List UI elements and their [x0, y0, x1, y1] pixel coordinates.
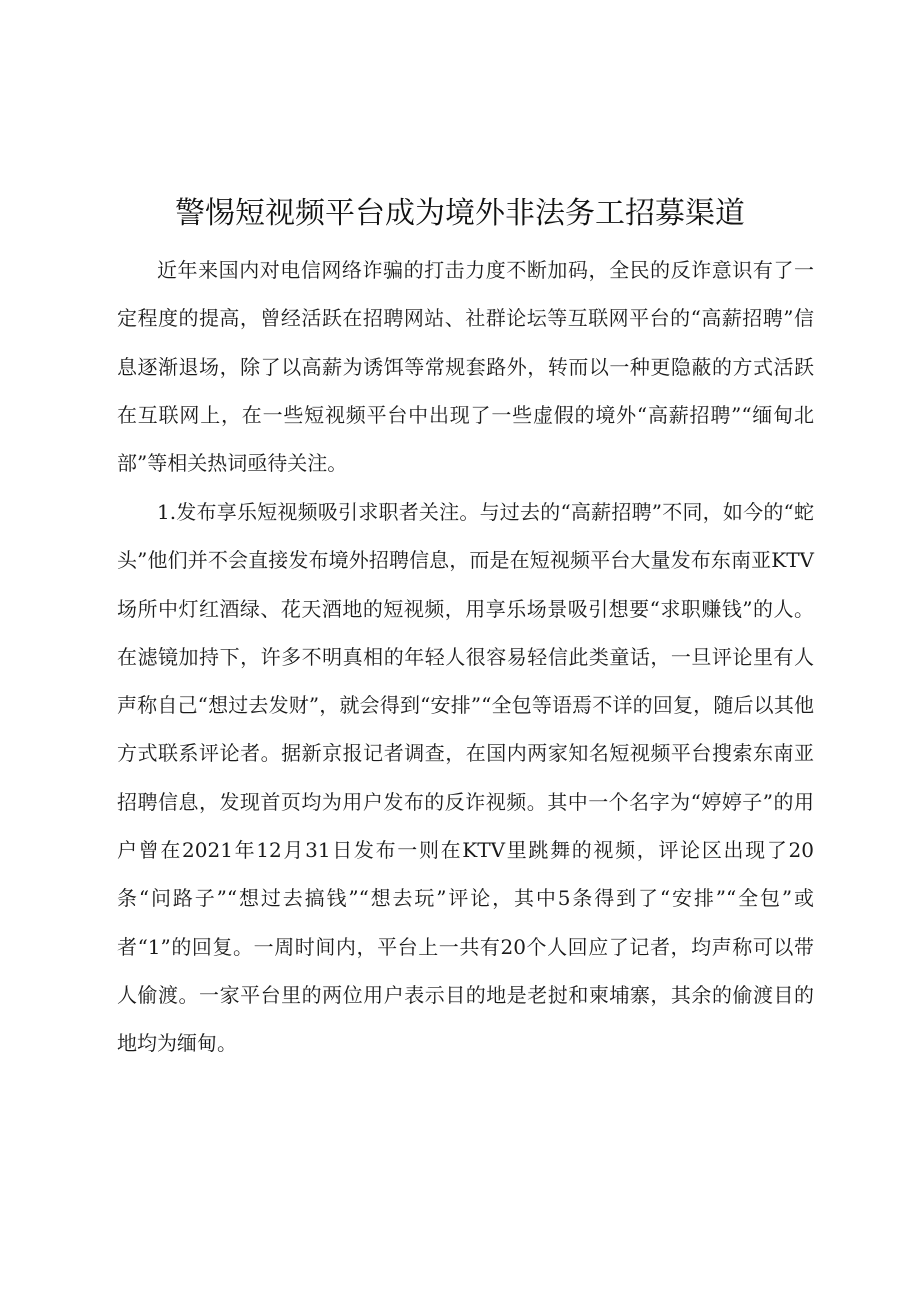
paragraph-intro: 近年来国内对电信网络诈骗的打击力度不断加码，全民的反诈意识有了一定程度的提高，曾经活跃在招聘网站、社群论坛等互联网平台的“高薪招聘”信息逐渐退场，除了以高薪为诱饵等常规套路外，转而以一种更隐蔽的方式活跃在互联网上，在一些短视频平台中出现了一些虚假的境外“高薪招聘”“缅甸北部”等相关热词亟待关注。 — [117, 258, 814, 476]
document-title: 警惕短视频平台成为境外非法务工招募渠道 — [175, 196, 745, 231]
paragraph-point-1: 1.发布享乐短视频吸引求职者关注。与过去的“高薪招聘”不同，如今的“蛇头”他们并不会直接发布境外招聘信息，而是在短视频平台大量发布东南亚KTV场所中灯红酒绿、花天酒地的短视频，用享乐场景吸引想要“求职赚钱”的人。在滤镜加持下，许多不明真相的年轻人很容易轻信此类童话，一旦评论里有人声称自己“想过去发财”，就会得到“安排”“全包等语焉不详的回复，随后以其他方式联系评论者。据新京报记者调查，在国内两家知名短视频平台搜索东南亚招聘信息，发现首页均为用户发布的反诈视频。其中一个名字为“婷婷子”的用户曾在2021年12月31日发布一则在KTV里跳舞的视频，评论区出现了20条“问路子”“想过去搞钱”“想去玩”评论，其中5条得到了“安排”“全包”或者“1”的回复。一周时间内，平台上一共有20个人回应了记者，均声称可以带人偷渡。一家平台里的两位用户表示目的地是老挝和柬埔寨，其余的偷渡目的地均为缅甸。 — [117, 500, 814, 1056]
